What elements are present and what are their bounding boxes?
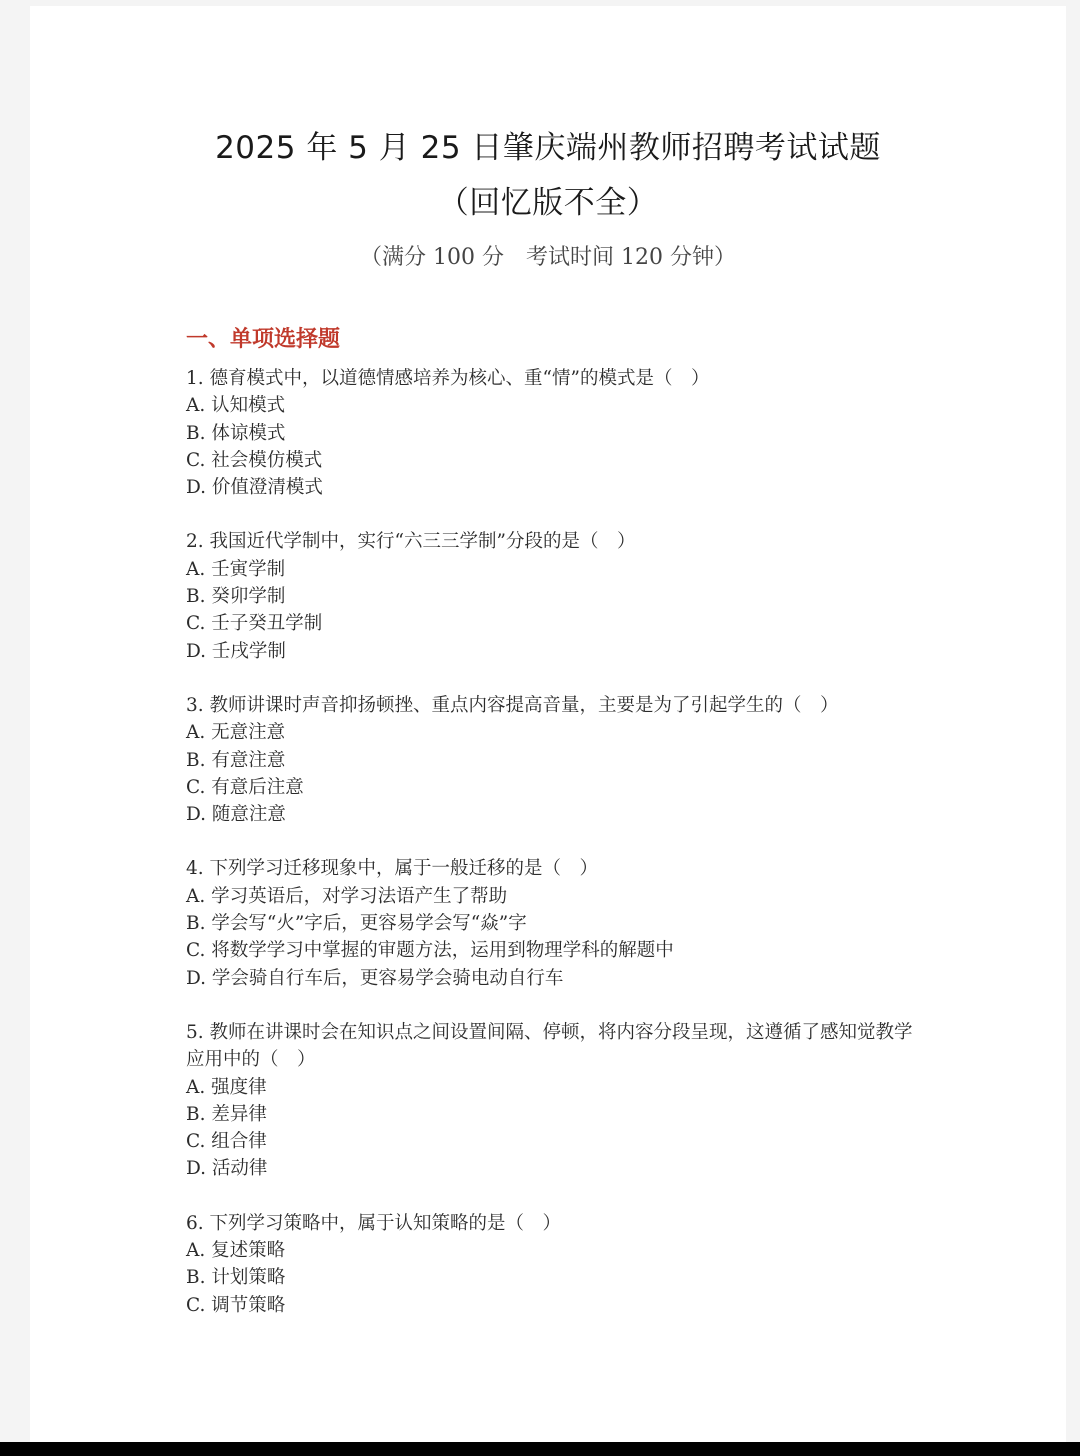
document-page <box>30 6 1066 1442</box>
question-1 <box>186 365 946 501</box>
option-c: C. 壬子癸丑学制 <box>186 613 323 635</box>
question-6 <box>186 1210 946 1319</box>
section-title: 一、单项选择题 <box>186 327 341 352</box>
question-stem: 6. 下列学习策略中，属于认知策略的是（ ） <box>186 1212 562 1234</box>
option-c: C. 有意后注意 <box>186 776 304 798</box>
question-3 <box>186 692 946 828</box>
question-stem: 5. 教师在讲课时会在知识点之间设置间隔、停顿，将内容分段呈现，这遵循了感知觉教学应用中的（ ） <box>186 1021 913 1071</box>
question-stem: 2. 我国近代学制中，实行“六三三学制”分段的是（ ） <box>186 531 636 553</box>
option-a: A. 壬寅学制 <box>186 558 286 580</box>
option-d: D. 随意注意 <box>186 804 286 826</box>
option-d: D. 学会骑自行车后，更容易学会骑电动自行车 <box>186 967 564 989</box>
option-b: B. 有意注意 <box>186 749 286 771</box>
question-4 <box>186 855 946 991</box>
question-2 <box>186 528 946 664</box>
option-d: D. 活动律 <box>186 1158 268 1180</box>
option-b: B. 差异律 <box>186 1103 267 1125</box>
option-b: B. 计划策略 <box>186 1267 286 1289</box>
question-stem: 4. 下列学习迁移现象中，属于一般迁移的是（ ） <box>186 858 599 880</box>
document-title: 2025 年 5 月 25 日肇庆端州教师招聘考试试题 <box>215 130 881 166</box>
exam-info: （满分 100 分 考试时间 120 分钟） <box>360 245 736 270</box>
option-c: C. 调节策略 <box>186 1294 286 1316</box>
option-a: A. 强度律 <box>186 1076 267 1098</box>
option-a: A. 无意注意 <box>186 722 286 744</box>
option-b: B. 学会写“火”字后，更容易学会写“焱”字 <box>186 913 527 935</box>
option-d: D. 价值澄清模式 <box>186 477 323 499</box>
bottom-bar <box>0 1442 1080 1456</box>
option-c: C. 组合律 <box>186 1131 267 1153</box>
option-a: A. 复述策略 <box>186 1240 286 1262</box>
option-c: C. 社会模仿模式 <box>186 449 323 471</box>
option-b: B. 癸卯学制 <box>186 586 286 608</box>
document-title-note: （回忆版不全） <box>437 185 659 221</box>
question-stem: 1. 德育模式中，以道德情感培养为核心、重“情”的模式是（ ） <box>186 368 710 389</box>
option-a: A. 认知模式 <box>186 395 286 417</box>
option-b: B. 体谅模式 <box>186 422 286 444</box>
question-list <box>186 365 946 1346</box>
option-d: D. 壬戌学制 <box>186 640 286 662</box>
option-c: C. 将数学学习中掌握的审题方法，运用到物理学科的解题中 <box>186 940 674 962</box>
question-5 <box>186 1019 946 1183</box>
question-stem: 3. 教师讲课时声音抑扬顿挫、重点内容提高音量，主要是为了引起学生的（ ） <box>186 694 839 716</box>
option-a: A. 学习英语后，对学习法语产生了帮助 <box>186 885 508 907</box>
